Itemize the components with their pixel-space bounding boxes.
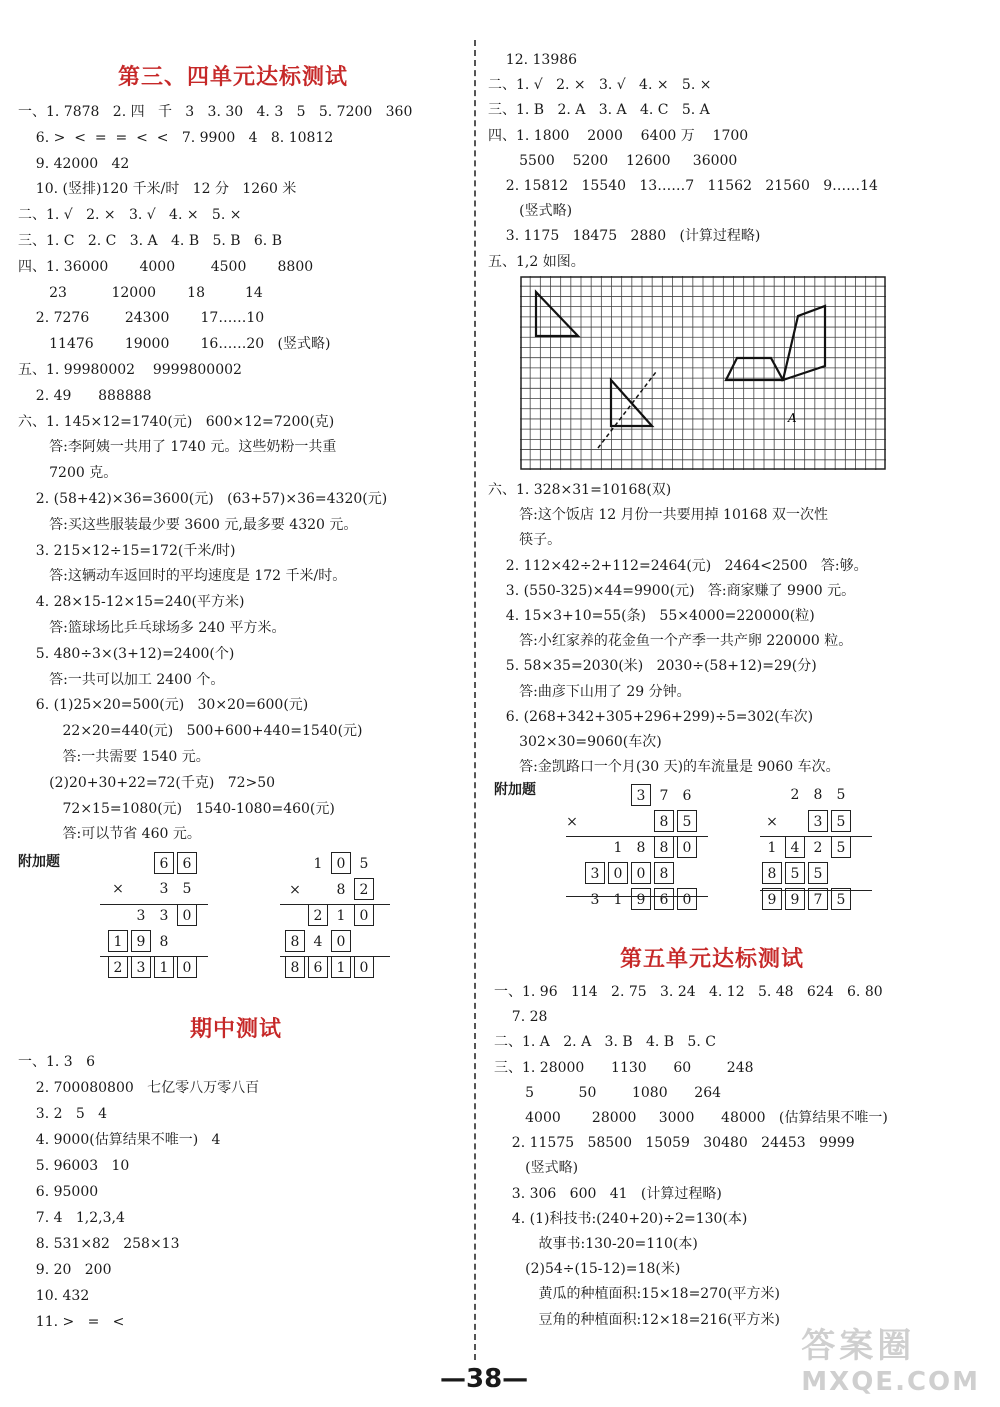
answer-line: 9. 42000 42 (18, 155, 130, 172)
times-sign: × (766, 814, 778, 830)
triangle-shape (536, 292, 578, 336)
digit-box: 3 (631, 784, 651, 806)
answer-line: 答:篮球场比乒乓球场多 240 平方米。 (18, 620, 286, 636)
answer-line: 7200 克。 (18, 465, 118, 482)
extra-label-right: 附加题 (494, 782, 536, 798)
watermark-url: MXQE.COM (801, 1367, 980, 1397)
digit-box: 8 (285, 930, 305, 952)
answer-line: 11476 19000 16……20 (竖式略) (18, 336, 331, 353)
digit-box: 9 (131, 930, 151, 952)
answer-line: 四、1. 36000 4000 4500 8800 (18, 258, 314, 275)
point-label: A (788, 411, 797, 425)
answer-line: 2. 49 888888 (18, 387, 152, 404)
digit-box: 8 (285, 956, 305, 978)
answer-line: 5500 5200 12600 36000 (488, 152, 738, 169)
answer-line: 四、1. 1800 2000 6400 万 1700 (488, 127, 749, 144)
answer-line: 5. 58×35=2030(米) 2030÷(58+12)=29(分) (488, 658, 817, 675)
digit-box: 0 (177, 904, 197, 926)
puzzle-285x35 (762, 784, 854, 914)
digit-box: 8 (762, 862, 782, 884)
answer-line: 6. (1)25×20=500(元) 30×20=600(元) (18, 697, 309, 714)
answer-line: 22×20=440(元) 500+600+440=1540(元) (18, 723, 363, 740)
column-divider (474, 40, 476, 1360)
digit: 4 (313, 934, 323, 950)
section-title-unit5: 第五单元达标测试 (620, 947, 805, 972)
digit-box: 0 (177, 956, 197, 978)
digit: 1 (613, 892, 623, 908)
puzzle-rule (760, 890, 872, 891)
digit: 1 (613, 840, 623, 856)
answer-line: 答:这个饭店 12 月份一共要用掉 10168 双一次性 (488, 507, 829, 524)
digit-box: 1 (108, 930, 128, 952)
digit-box: 5 (677, 810, 697, 832)
puzzle-rule (100, 904, 208, 905)
digit-box: 1 (331, 956, 351, 978)
answer-line: 黄瓜的种植面积:15×18=270(平方米) (494, 1286, 780, 1303)
answer-line: 答:一共需要 1540 元。 (18, 749, 210, 765)
digit: 5 (182, 881, 192, 897)
digit: 8 (159, 934, 169, 950)
answer-line: 答:曲彦下山用了 29 分钟。 (488, 683, 691, 700)
answer-line: 三、1. C 2. C 3. A 4. B 5. B 6. B (18, 233, 282, 249)
digit-box: 8 (654, 862, 674, 884)
answer-line: 8. 531×82 258×13 (18, 1236, 180, 1252)
digit-box: 5 (831, 810, 851, 832)
digit-box: 5 (831, 836, 851, 858)
digit-box: 3 (585, 862, 605, 884)
digit-box: 0 (354, 904, 374, 926)
answer-line: 豆角的种植面积:12×18=216(平方米) (494, 1311, 780, 1328)
digit: 3 (159, 881, 169, 897)
digit-box: 3 (808, 810, 828, 832)
answer-line: 3. 306 600 41 (计算过程略) (494, 1185, 722, 1202)
answer-line: 72×15=1080(元) 1540-1080=460(元) (18, 800, 335, 817)
answer-line: 答:买这些服装最少要 3600 元,最多要 4320 元。 (18, 516, 358, 533)
answer-line: 三、1. B 2. A 3. A 4. C 5. A (488, 102, 710, 119)
times-sign: × (566, 814, 578, 830)
answer-line: 10. (竖排)120 千米/时 12 分 1260 米 (18, 181, 297, 198)
answer-line: 6. > < = = < < 7. 9900 4 8. 10812 (18, 129, 334, 146)
answer-line: 故事书:130-20=110(本) (494, 1236, 698, 1252)
digit: 5 (836, 787, 846, 803)
answer-line: 4. 9000(估算结果不唯一) 4 (18, 1132, 221, 1148)
answer-line: 7. 28 (494, 1009, 548, 1026)
puzzle-rule (280, 904, 390, 905)
digit: 6 (682, 788, 692, 804)
answer-line: 3. (550-325)×44=9900(元) 答:商家赚了 9900 元。 (488, 582, 856, 599)
answer-line: 答:金凯路口一个月(30 天)的车流量是 9060 车次。 (488, 759, 840, 776)
answer-line: 答:可以节省 460 元。 (18, 826, 201, 843)
answer-line: 4. (1)科技书:(240+20)÷2=130(本) (494, 1210, 748, 1227)
answer-line: 12. 13986 (488, 52, 578, 68)
digit-box: 8 (654, 836, 674, 858)
digit: 1 (336, 908, 346, 924)
digit-box: 0 (677, 888, 697, 910)
digit-box: 9 (762, 888, 782, 910)
answer-line: 二、1. A 2. A 3. B 4. B 5. C (494, 1034, 716, 1051)
answer-line: 3. 1175 18475 2880 (计算过程略) (488, 228, 761, 245)
digit-box: 6 (654, 888, 674, 910)
answer-line: 11. > = < (18, 1314, 125, 1330)
extra-label-left: 附加题 (18, 854, 60, 870)
digit-box: 3 (131, 956, 151, 978)
answer-line: 一、1. 96 114 2. 75 3. 24 4. 12 5. 48 624 6. 80 (494, 984, 883, 1000)
puzzle-rule (280, 956, 390, 957)
answer-line: 一、1. 7878 2. 四 千 3 3. 30 4. 3 5 5. 7200 360 (18, 104, 413, 120)
section-title-unit34: 第三、四单元达标测试 (118, 65, 349, 90)
answer-line: 5. 96003 10 (18, 1158, 130, 1174)
puzzle-rule (566, 896, 708, 897)
digit-box: 9 (631, 888, 651, 910)
digit: 2 (813, 840, 823, 856)
answer-line: 2. 11575 58500 15059 30480 24453 9999 (494, 1135, 855, 1152)
answer-line: 4. 28×15-12×15=240(平方米) (18, 594, 245, 611)
answer-line: 六、1. 145×12=1740(元) 600×12=7200(克) (18, 413, 335, 430)
answer-line: 2. (58+42)×36=3600(元) (63+57)×36=4320(元) (18, 491, 388, 507)
digit-box: 1 (154, 956, 174, 978)
digit: 2 (790, 787, 800, 803)
digit-box: 5 (785, 862, 805, 884)
answer-line: 3. 2 5 4 (18, 1106, 108, 1122)
digit-box: 5 (831, 888, 851, 910)
answer-line: 2. 700080800 七亿零八万零八百 (18, 1080, 260, 1096)
puzzle-376x85 (562, 784, 723, 914)
answer-line: 五、1,2 如图。 (488, 253, 585, 270)
answer-line: 9. 20 200 (18, 1262, 112, 1278)
digit-box: 6 (308, 956, 328, 978)
answer-line: 5. 480÷3×(3+12)=2400(个) (18, 645, 235, 662)
digit-box: 7 (808, 888, 828, 910)
answer-line: 6. 95000 (18, 1184, 99, 1200)
digit-box: 6 (177, 852, 197, 874)
answer-line: 二、1. √ 2. × 3. √ 4. × 5. × (488, 77, 712, 94)
answer-line: 三、1. 28000 1130 60 248 (494, 1059, 754, 1076)
answer-line: 302×30=9060(车次) (488, 734, 662, 750)
digit-box: 8 (654, 810, 674, 832)
puzzle-rule (100, 956, 208, 957)
digit: 7 (659, 788, 669, 804)
answer-line: 六、1. 328×31=10168(双) (488, 482, 672, 498)
answer-line: 答:李阿姨一共用了 1740 元。这些奶粉一共重 (18, 439, 337, 456)
answer-line: (2)54÷(15-12)=18(米) (494, 1261, 681, 1278)
puzzle-rule (566, 836, 708, 837)
answer-line: 2. 112×42÷2+112=2464(元) 2464<2500 答:够。 (488, 557, 868, 574)
digit-box: 5 (808, 862, 828, 884)
answer-line: 二、1. √ 2. × 3. √ 4. × 5. × (18, 207, 242, 224)
answer-line: 4000 28000 3000 48000 (估算结果不唯一) (494, 1110, 888, 1126)
digit: 8 (813, 787, 823, 803)
puzzle-105x82 (285, 852, 377, 982)
answer-line: 10. 432 (18, 1288, 90, 1304)
digit-box: 0 (331, 930, 351, 952)
answer-line: (2)20+30+22=72(千克) 72>50 (18, 774, 276, 791)
puzzle-66x35 (108, 852, 200, 982)
digit: 3 (159, 908, 169, 924)
digit: 5 (359, 856, 369, 872)
puzzle-rule (760, 836, 872, 837)
answer-line: (竖式略) (488, 203, 573, 220)
answer-line: (竖式略) (494, 1160, 579, 1177)
digit: 8 (336, 882, 346, 898)
answer-line: 7. 4 1,2,3,4 (18, 1210, 125, 1226)
times-sign: × (289, 882, 301, 898)
digit-box: 0 (608, 862, 628, 884)
digit-box: 2 (108, 956, 128, 978)
digit: 3 (136, 908, 146, 924)
watermark-text: 答案圈 (801, 1326, 916, 1366)
grid-figure (520, 276, 888, 472)
digit-box: 0 (331, 852, 351, 874)
digit: 8 (636, 840, 646, 856)
symmetry-axis (598, 372, 656, 448)
digit: 1 (767, 840, 777, 856)
digit-box: 6 (154, 852, 174, 874)
digit: 1 (313, 856, 323, 872)
answer-line: 2. 7276 24300 17……10 (18, 310, 265, 327)
page-number: —38— (440, 1364, 529, 1394)
answer-line: 答:一共可以加工 2400 个。 (18, 671, 225, 688)
digit-box: 0 (631, 862, 651, 884)
watermark (801, 1318, 980, 1397)
digit-box: 0 (354, 956, 374, 978)
digit-box: 2 (354, 878, 374, 900)
times-sign: × (112, 881, 124, 897)
answer-line: 5 50 1080 264 (494, 1084, 722, 1101)
digit: 3 (590, 892, 600, 908)
answer-line: 五、1. 99980002 9999800002 (18, 362, 242, 378)
answer-line: 答:小红家养的花金鱼一个产季一共产卵 220000 粒。 (488, 633, 853, 650)
answer-line: 筷子。 (488, 532, 562, 549)
digit-box: 0 (677, 836, 697, 858)
digit-box: 2 (308, 904, 328, 926)
answer-line: 答:这辆动车返回时的平均速度是 172 千米/时。 (18, 568, 347, 585)
answer-line: 6. (268+342+305+296+299)÷5=302(车次) (488, 708, 814, 725)
digit-box: 4 (785, 836, 805, 858)
digit-box: 9 (785, 888, 805, 910)
answer-line: 4. 15×3+10=55(条) 55×4000=220000(粒) (488, 608, 815, 624)
section-title-midterm: 期中测试 (190, 1017, 283, 1042)
answer-line: 3. 215×12÷15=172(千米/时) (18, 542, 236, 559)
answer-line: 一、1. 3 6 (18, 1054, 95, 1070)
answer-line: 2. 15812 15540 13……7 11562 21560 9……14 (488, 178, 878, 194)
answer-line: 23 12000 18 14 (18, 284, 263, 301)
